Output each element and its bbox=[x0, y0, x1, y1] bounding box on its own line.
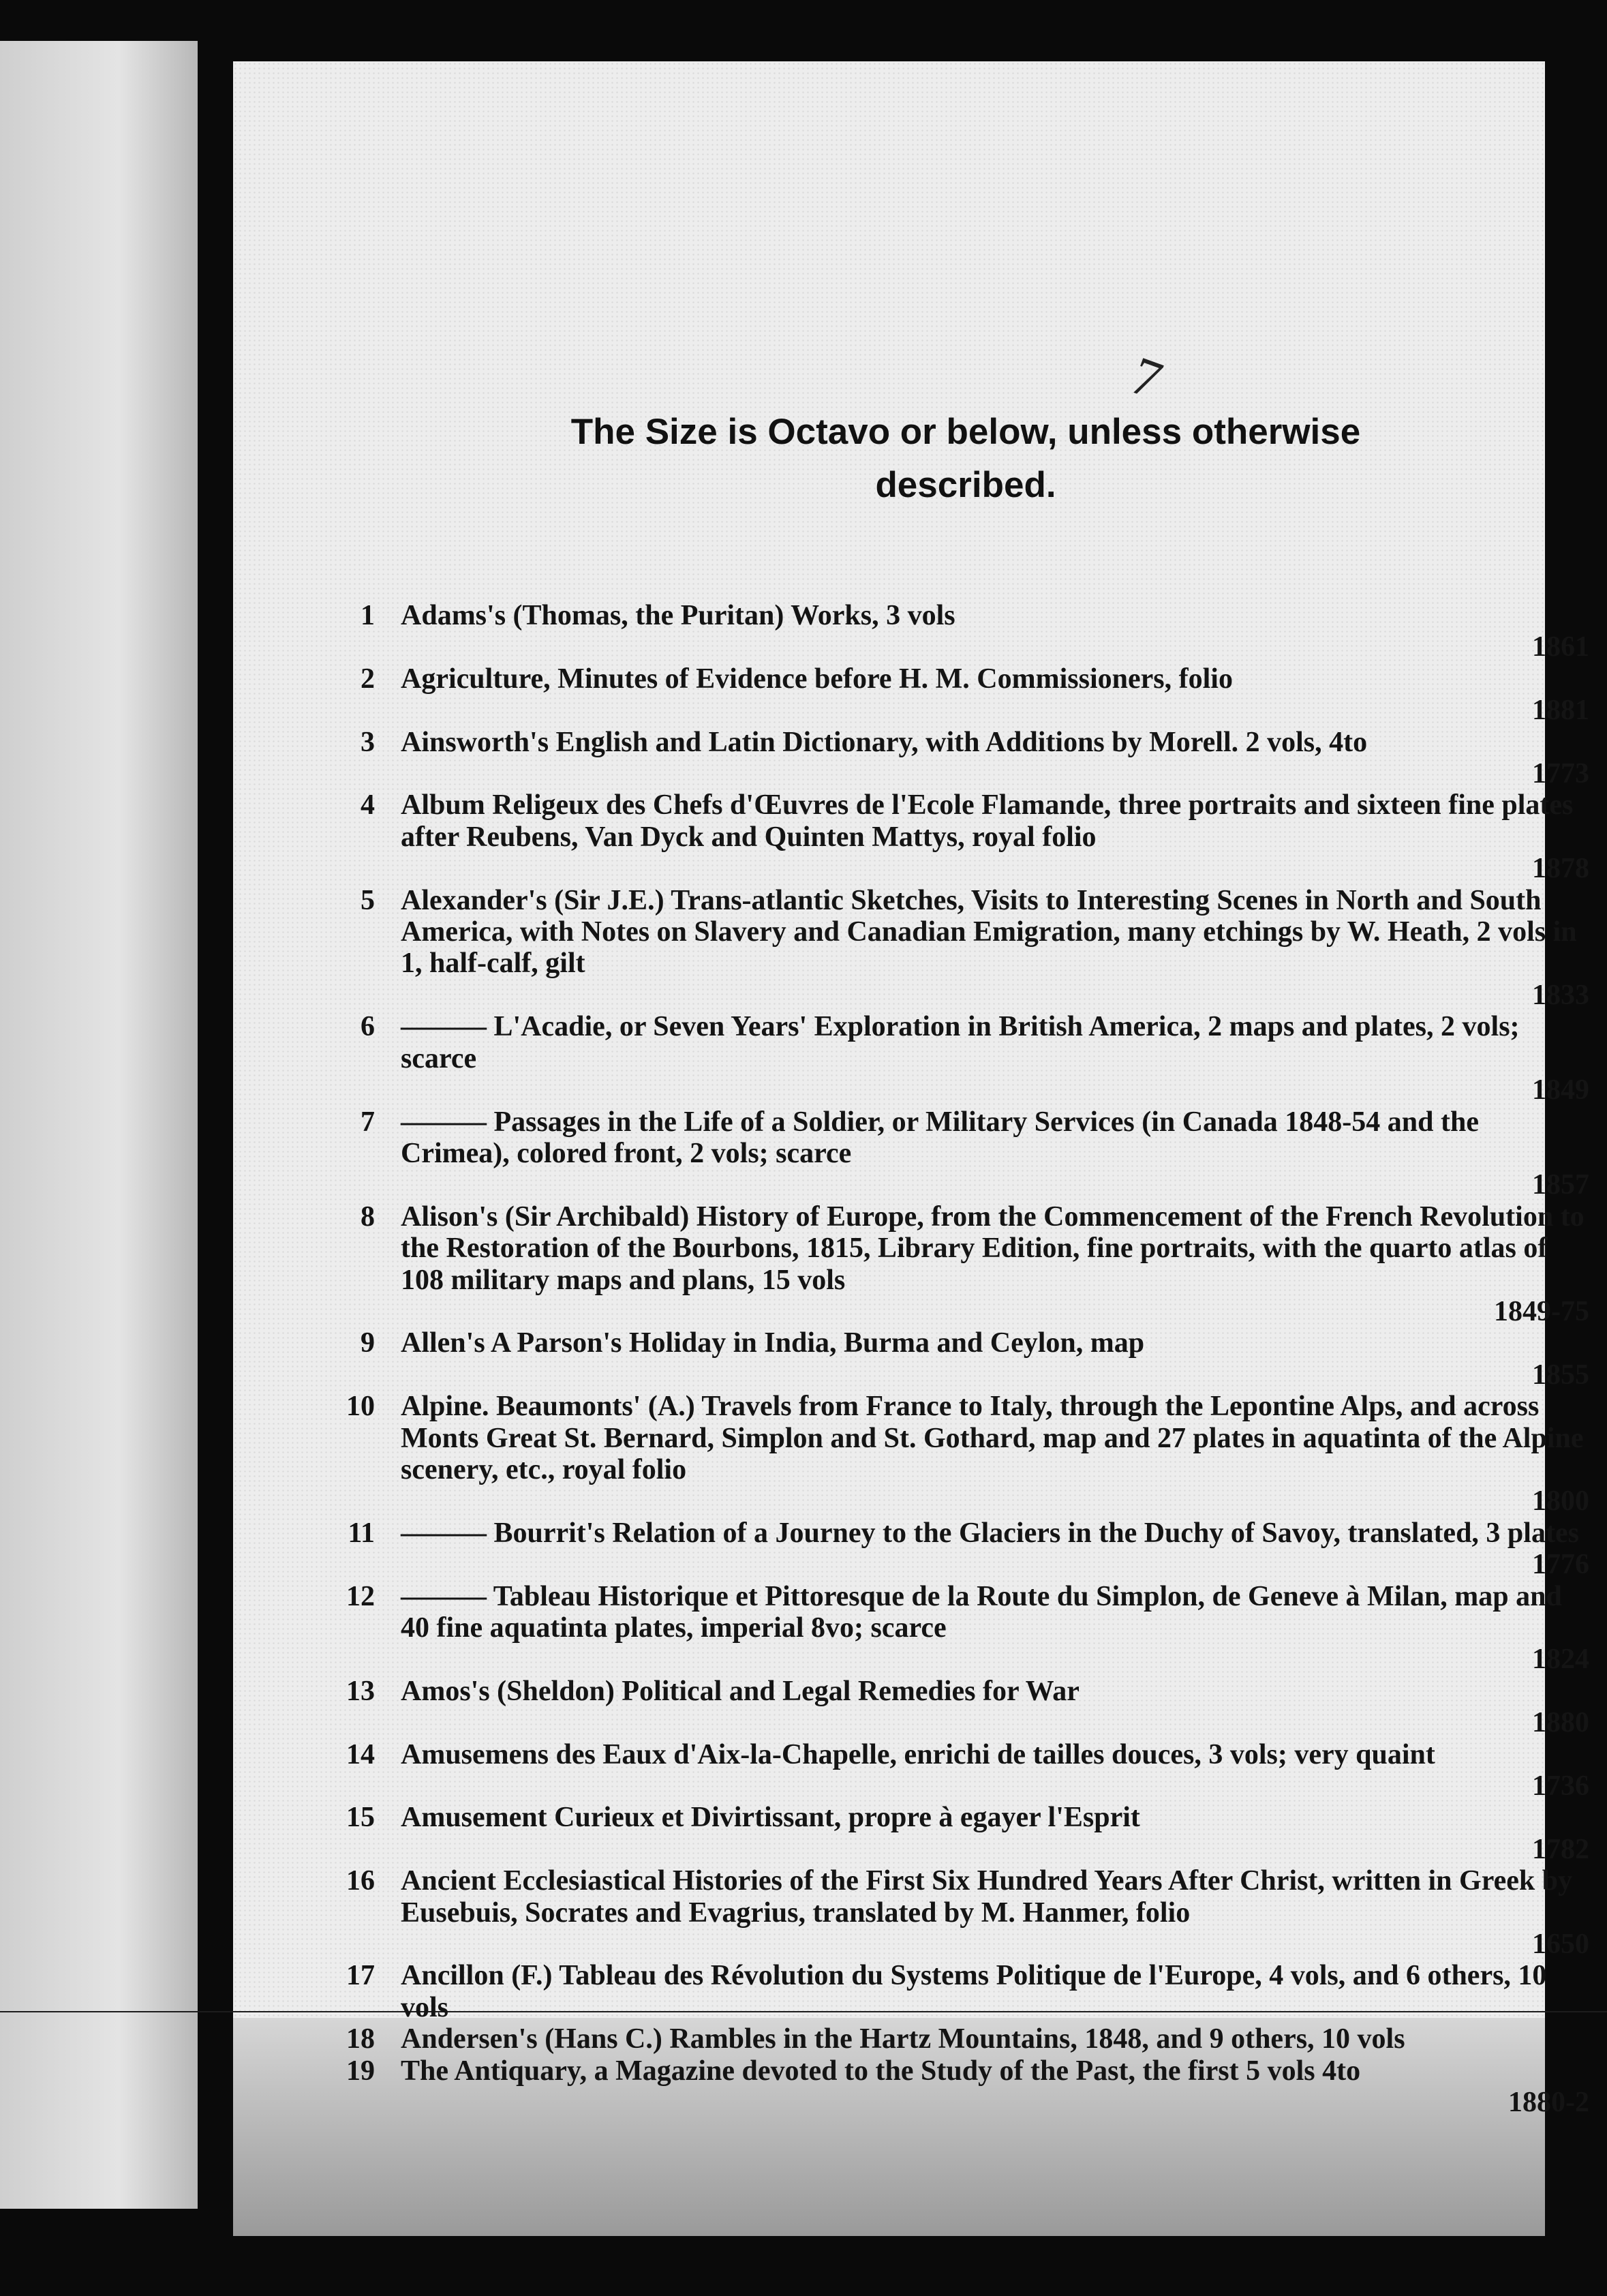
entry-description: Alpine. Beaumonts' (A.) Travels from France to Italy, through the Lepontine Alps, and across Monts Great St. Bernard, Simplon and St. Gothard, map and 27 plates in aquatinta of the Alpine scenery, etc., royal folio bbox=[401, 1391, 1584, 1485]
entry-description: Alison's (Sir Archibald) History of Europe, from the Commencement of the French Revolution to the Restoration of the Bourbons, 1815, Library Edition, fine portraits, with the quarto atlas of 108 military maps and plans, 15 vols bbox=[401, 1200, 1585, 1296]
entry-number: 8 bbox=[361, 1200, 375, 1233]
entry-number: 3 bbox=[361, 726, 375, 758]
entry-number: 11 bbox=[348, 1517, 375, 1549]
entry-date: 1782 bbox=[1532, 1833, 1589, 1865]
heading-line-1: The Size is Octavo or below, unless otherwise bbox=[570, 412, 1361, 452]
entry-date: 1833 bbox=[1532, 979, 1589, 1011]
entry-date: 1776 bbox=[1532, 1549, 1589, 1581]
catalogue-entry bbox=[322, 727, 1589, 790]
entry-number: 1 bbox=[361, 600, 375, 631]
catalogue-entry bbox=[322, 1327, 1589, 1391]
entry-date: 1880-2 bbox=[1508, 2087, 1589, 2119]
entry-number: 19 bbox=[346, 2055, 375, 2087]
entry-number: 5 bbox=[361, 884, 375, 916]
entry-number: 7 bbox=[361, 1106, 375, 1138]
catalogue-entry bbox=[322, 1865, 1589, 1960]
entry-description: Album Religeux des Chefs d'Œuvres de l'Ecole Flamande, three portraits and sixteen fine plates after Reubens, Van Dyck and Quinten Mattys, royal folio bbox=[401, 789, 1574, 853]
entry-description: Allen's A Parson's Holiday in India, Burma and Ceylon, map bbox=[401, 1327, 1145, 1359]
catalogue-entry bbox=[322, 1201, 1589, 1328]
catalogue-entry bbox=[322, 600, 1589, 663]
catalogue-entry bbox=[322, 1960, 1589, 2023]
catalogue-page bbox=[233, 61, 1589, 2236]
entry-description: ——— Tableau Historique et Pittoresque de la Route du Simplon, de Geneve à Milan, map and 40 fine aquatinta plates, imperial 8vo; scarce bbox=[401, 1580, 1562, 1644]
entry-description: The Antiquary, a Magazine devoted to the Study of the Past, the first 5 vols 4to bbox=[401, 2055, 1361, 2087]
entry-description: Alexander's (Sir J.E.) Trans-atlantic Sketches, Visits to Interesting Scenes in North and South America, with Notes on Slavery and Canadian Emigration, many etchings by W. Heath, 2 vols in 1, half-calf, gilt bbox=[401, 884, 1577, 980]
catalogue-entry bbox=[322, 1802, 1589, 1865]
heading-line-2: described. bbox=[875, 465, 1056, 505]
entry-date: 1736 bbox=[1532, 1770, 1589, 1802]
catalogue-entry bbox=[322, 2023, 1589, 2055]
entry-description: ——— Passages in the Life of a Soldier, or Military Services (in Canada 1848-54 and the Crimea), colored front, 2 vols; scarce bbox=[401, 1106, 1479, 1169]
entry-number: 9 bbox=[361, 1327, 375, 1359]
entry-description: Andersen's (Hans C.) Rambles in the Hartz Mountains, 1848, and 9 others, 10 vols bbox=[401, 2023, 1405, 2055]
facing-page-edge bbox=[0, 41, 198, 2209]
entry-date: 1849-75 bbox=[1494, 1295, 1589, 1327]
entry-number: 12 bbox=[346, 1580, 375, 1612]
entry-description: ——— Bourrit's Relation of a Journey to the Glaciers in the Duchy of Savoy, translated, 3 plates bbox=[401, 1517, 1579, 1549]
entry-date: 1800 bbox=[1532, 1485, 1589, 1517]
entry-number: 4 bbox=[361, 789, 375, 821]
catalogue-entry bbox=[322, 2055, 1589, 2119]
entry-number: 15 bbox=[346, 1802, 375, 1834]
entry-date: 1849 bbox=[1532, 1074, 1589, 1106]
catalogue-entry bbox=[322, 1106, 1589, 1201]
entry-description: Amusemens des Eaux d'Aix-la-Chapelle, enrichi de tailles douces, 3 vols; very quaint bbox=[401, 1738, 1435, 1770]
catalogue-entry bbox=[322, 1739, 1589, 1802]
entry-date: 1881 bbox=[1532, 695, 1589, 727]
entry-number: 6 bbox=[361, 1011, 375, 1043]
catalogue-entry bbox=[322, 1581, 1589, 1676]
entry-date: 1880 bbox=[1532, 1707, 1589, 1739]
entry-number: 18 bbox=[346, 2023, 375, 2055]
catalogue-entry bbox=[322, 1011, 1589, 1106]
entry-number: 16 bbox=[346, 1865, 375, 1897]
catalogue-entry bbox=[322, 789, 1589, 884]
entry-description: Amos's (Sheldon) Political and Legal Remedies for War bbox=[401, 1675, 1080, 1707]
entry-description: Ancient Ecclesiastical Histories of the First Six Hundred Years After Christ, written in Greek by Eusebuis, Socrates and Evagrius, translated by M. Hanmer, folio bbox=[401, 1865, 1573, 1929]
page-heading bbox=[335, 406, 1596, 512]
catalogue-entry bbox=[322, 1391, 1589, 1517]
entry-number: 17 bbox=[346, 1960, 375, 1992]
entry-description: Adams's (Thomas, the Puritan) Works, 3 vols bbox=[401, 600, 955, 631]
entry-description: Agriculture, Minutes of Evidence before H. M. Commissioners, folio bbox=[401, 663, 1233, 695]
entry-date: 1650 bbox=[1532, 1929, 1589, 1961]
entry-date: 1855 bbox=[1532, 1359, 1589, 1391]
entry-number: 10 bbox=[346, 1391, 375, 1423]
entry-description: ——— L'Acadie, or Seven Years' Exploration in British America, 2 maps and plates, 2 vols; scarce bbox=[401, 1011, 1520, 1074]
entry-description: Amusement Curieux et Divirtissant, propre à egayer l'Esprit bbox=[401, 1802, 1140, 1834]
catalogue-entries bbox=[322, 600, 1589, 2119]
entry-date: 1824 bbox=[1532, 1644, 1589, 1676]
catalogue-entry bbox=[322, 663, 1589, 727]
book-gutter bbox=[198, 41, 233, 2263]
entry-number: 13 bbox=[346, 1675, 375, 1707]
entry-number: 2 bbox=[361, 663, 375, 695]
entry-description: Ancillon (F.) Tableau des Révolution du Systems Politique de l'Europe, 4 vols, and 6 others, 10 vols bbox=[401, 1960, 1547, 2023]
pencil-mark: 7 bbox=[1123, 345, 1170, 412]
entry-date: 1857 bbox=[1532, 1169, 1589, 1201]
entry-number: 14 bbox=[346, 1738, 375, 1770]
entry-description: Ainsworth's English and Latin Dictionary, with Additions by Morell. 2 vols, 4to bbox=[401, 726, 1368, 758]
entry-date: 1861 bbox=[1532, 631, 1589, 663]
entry-date: 1773 bbox=[1532, 758, 1589, 790]
catalogue-entry bbox=[322, 1676, 1589, 1739]
entry-date: 1878 bbox=[1532, 853, 1589, 885]
catalogue-entry bbox=[322, 885, 1589, 1012]
catalogue-entry bbox=[322, 1517, 1589, 1581]
